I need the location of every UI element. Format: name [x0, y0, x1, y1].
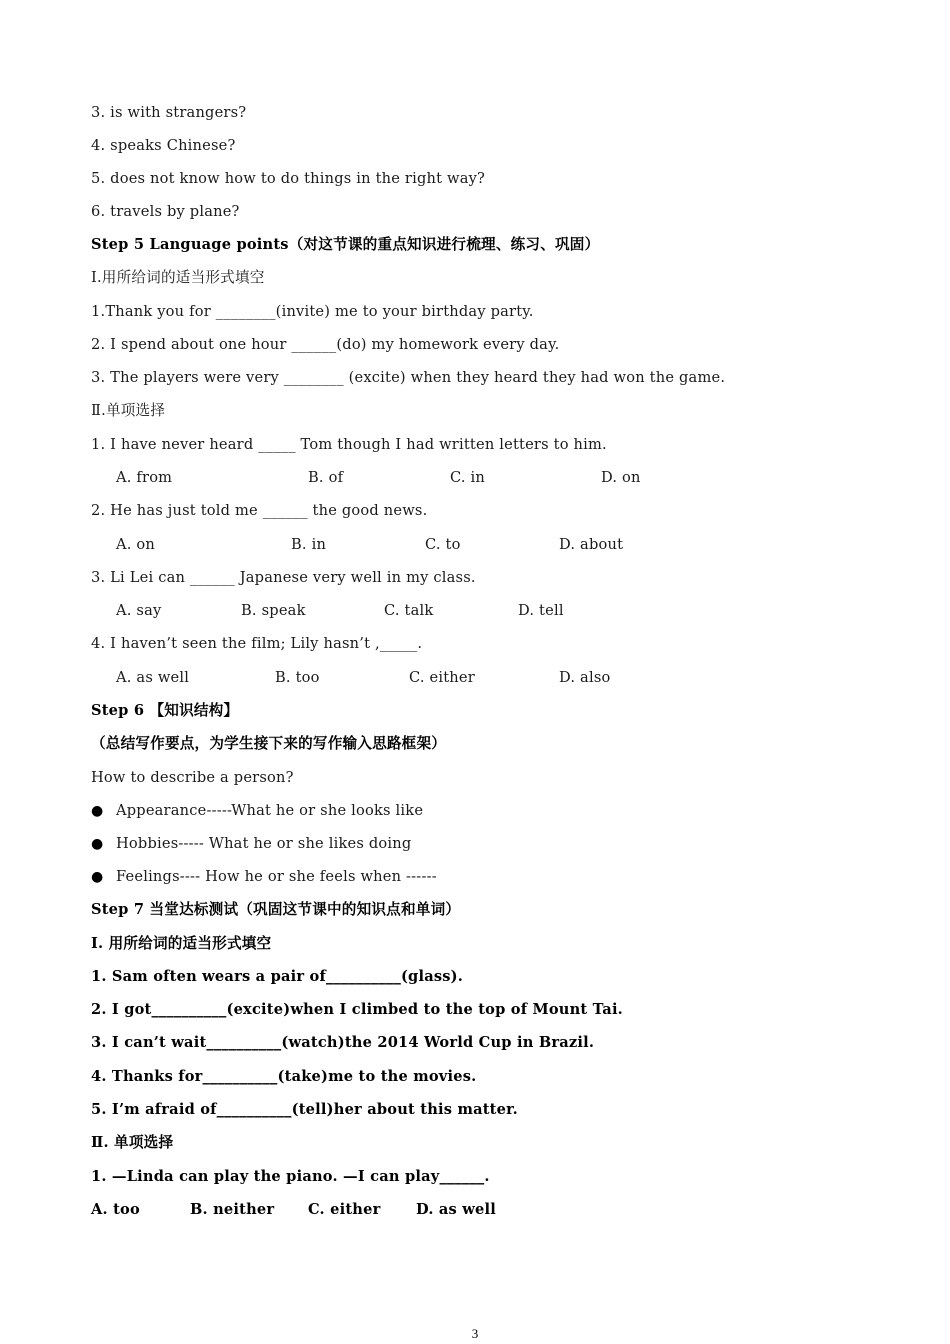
- bullet-hobbies: Hobbies----- What he or she likes doing: [116, 835, 412, 852]
- mc3-question: 3. Li Lei can ______ Japanese very well in my class.: [91, 569, 476, 586]
- step7-part2-heading: Ⅱ. 单项选择: [91, 1134, 174, 1151]
- step7-mc1-question: 1. —Linda can play the piano. —I can play______.: [91, 1168, 490, 1185]
- bullet-icon: ●: [91, 869, 104, 885]
- mc2-option-c: C. to: [425, 536, 461, 553]
- step7-fill-q3: 3. I can’t wait__________(watch)the 2014 World Cup in Brazil.: [91, 1034, 595, 1051]
- bullet-icon: ●: [91, 803, 104, 819]
- mc4-question: 4. I haven’t seen the film; Lily hasn’t ,_____.: [91, 635, 423, 652]
- step6-note: （总结写作要点，为学生接下来的写作输入思路框架）: [91, 735, 447, 752]
- mc1-question: 1. I have never heard _____ Tom though I had written letters to him.: [91, 436, 607, 453]
- mc3-option-d: D. tell: [518, 602, 564, 619]
- step5-fill-q2: 2. I spend about one hour ______(do) my homework every day.: [91, 336, 560, 353]
- question-line-5: 5. does not know how to do things in the right way?: [91, 170, 486, 187]
- mc2-question: 2. He has just told me ______ the good news.: [91, 502, 428, 519]
- step5-part1-heading: Ⅰ.用所给词的适当形式填空: [91, 269, 265, 286]
- step7-mc1-option-d: D. as well: [416, 1201, 496, 1218]
- page-number: 3: [471, 1326, 479, 1341]
- bullet-feelings: Feelings---- How he or she feels when ------: [116, 868, 437, 885]
- bullet-icon: ●: [91, 836, 104, 852]
- step7-mc1-option-c: C. either: [308, 1201, 381, 1218]
- mc1-option-b: B. of: [308, 469, 344, 486]
- mc4-option-c: C. either: [409, 669, 475, 686]
- mc2-option-d: D. about: [559, 536, 624, 553]
- mc3-option-b: B. speak: [241, 602, 306, 619]
- step7-fill-q2: 2. I got__________(excite)when I climbed to the top of Mount Tai.: [91, 1001, 623, 1018]
- question-line-4: 4. speaks Chinese?: [91, 137, 236, 154]
- step7-mc1-option-a: A. too: [91, 1201, 140, 1218]
- step7-heading: Step 7 当堂达标测试（巩固这节课中的知识点和单词）: [91, 901, 461, 918]
- mc3-option-c: C. talk: [384, 602, 434, 619]
- step7-fill-q5: 5. I’m afraid of__________(tell)her about this matter.: [91, 1101, 518, 1118]
- step5-fill-q1: 1.Thank you for ________(invite) me to your birthday party.: [91, 303, 534, 320]
- mc3-option-a: A. say: [116, 602, 162, 619]
- mc1-option-d: D. on: [601, 469, 641, 486]
- bullet-appearance: Appearance-----What he or she looks like: [116, 802, 424, 819]
- step5-part2-heading: Ⅱ.单项选择: [91, 402, 166, 419]
- mc4-option-a: A. as well: [116, 669, 190, 686]
- mc2-option-a: A. on: [116, 536, 156, 553]
- step5-heading: Step 5 Language points（对这节课的重点知识进行梳理、练习、巩固）: [91, 236, 600, 253]
- step7-mc1-option-b: B. neither: [190, 1201, 275, 1218]
- step5-fill-q3: 3. The players were very ________ (excite) when they heard they had won the game.: [91, 369, 726, 386]
- mc4-option-b: B. too: [275, 669, 320, 686]
- mc2-option-b: B. in: [291, 536, 327, 553]
- step6-heading: Step 6 【知识结构】: [91, 702, 239, 719]
- mc1-option-c: C. in: [450, 469, 485, 486]
- step7-fill-q4: 4. Thanks for__________(take)me to the movies.: [91, 1068, 477, 1085]
- step7-fill-q1: 1. Sam often wears a pair of__________(glass).: [91, 968, 464, 985]
- mc4-option-d: D. also: [559, 669, 611, 686]
- mc1-option-a: A. from: [116, 469, 173, 486]
- step7-part1-heading: Ⅰ. 用所给词的适当形式填空: [91, 935, 272, 952]
- describe-question: How to describe a person?: [91, 769, 294, 786]
- question-line-3: 3. is with strangers?: [91, 104, 247, 121]
- question-line-6: 6. travels by plane?: [91, 203, 240, 220]
